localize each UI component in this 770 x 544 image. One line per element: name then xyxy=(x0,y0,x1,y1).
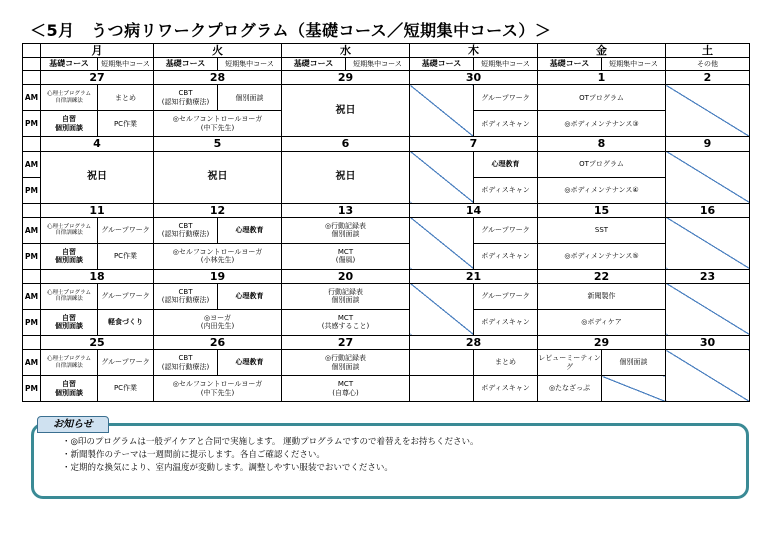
date-cell: 11 xyxy=(41,203,154,217)
holiday-cell: 祝日 xyxy=(282,85,410,137)
holiday-cell: 祝日 xyxy=(282,151,410,203)
weekday-sat: 土 xyxy=(666,44,750,58)
date-cell: 6 xyxy=(282,137,410,151)
session-cell: グループワーク xyxy=(98,217,154,243)
session-cell: まとめ xyxy=(474,350,538,376)
course-other: その他 xyxy=(666,58,750,71)
session-cell: 心理士プログラム 自律訓練法 xyxy=(41,283,98,309)
course-basic: 基礎コース xyxy=(154,58,218,71)
session-cell: 心理教育 xyxy=(218,217,282,243)
date-row xyxy=(23,335,750,349)
notice-box xyxy=(31,423,749,499)
date-cell: 4 xyxy=(41,137,154,151)
am-label: AM xyxy=(23,85,41,111)
session-cell: 個別面談 xyxy=(602,350,666,376)
session-cell: 自習 個別面談 xyxy=(41,111,98,137)
course-header-row xyxy=(23,58,750,71)
date-row xyxy=(23,137,750,151)
empty-slashed-cell xyxy=(666,85,750,137)
pm-row xyxy=(23,309,750,335)
date-cell: 30 xyxy=(410,71,538,85)
course-basic: 基礎コース xyxy=(410,58,474,71)
session-cell: グループワーク xyxy=(474,283,538,309)
am-label: AM xyxy=(23,217,41,243)
course-basic: 基礎コース xyxy=(282,58,346,71)
schedule-table xyxy=(22,43,750,402)
date-cell: 14 xyxy=(410,203,538,217)
session-cell: OTプログラム xyxy=(538,151,666,177)
session-cell: OTプログラム xyxy=(538,85,666,111)
session-cell: ◎ボディケア xyxy=(538,309,666,335)
session-cell: レビューミーティング xyxy=(538,350,602,376)
pm-label: PM xyxy=(23,111,41,137)
date-cell: 5 xyxy=(154,137,282,151)
session-cell: PC作業 xyxy=(98,111,154,137)
session-cell: CBT (認知行動療法) xyxy=(154,217,218,243)
empty-slashed-cell xyxy=(666,350,750,402)
session-cell: ◎ボディメンテナンス③ xyxy=(538,111,666,137)
date-cell: 2 xyxy=(666,71,750,85)
pm-label: PM xyxy=(23,376,41,402)
session-cell: ボディスキャン xyxy=(474,243,538,269)
session-cell xyxy=(410,376,474,402)
course-short: 短期集中コース xyxy=(602,58,666,71)
date-row xyxy=(23,269,750,283)
session-cell: ボディスキャン xyxy=(474,111,538,137)
session-cell: ◎セルフコントロールヨーガ (中下先生) xyxy=(154,376,282,402)
session-cell: CBT (認知行動療法) xyxy=(154,283,218,309)
am-row xyxy=(23,85,750,111)
date-cell: 13 xyxy=(282,203,410,217)
holiday-cell: 祝日 xyxy=(41,151,154,203)
date-cell: 27 xyxy=(282,335,410,349)
session-cell xyxy=(410,350,474,376)
notice-item: ・新聞製作のテーマは一週間前に提示します。各自ご確認ください。 xyxy=(62,450,325,460)
session-cell: PC作業 xyxy=(98,376,154,402)
notice-list xyxy=(62,436,746,475)
session-cell: 行動記録表 個別面談 xyxy=(282,283,410,309)
session-cell: ◎ボディメンテナンス⑤ xyxy=(538,243,666,269)
weekday-wed: 水 xyxy=(282,44,410,58)
weekday-fri: 金 xyxy=(538,44,666,58)
weekday-thu: 木 xyxy=(410,44,538,58)
page-title: ＜5月 うつ病リワークプログラム（基礎コース／短期集中コース）＞ xyxy=(30,21,552,40)
am-label: AM xyxy=(23,283,41,309)
session-cell: ◎ボディメンテナンス④ xyxy=(538,177,666,203)
date-cell: 30 xyxy=(666,335,750,349)
am-row xyxy=(23,217,750,243)
session-cell: まとめ xyxy=(98,85,154,111)
empty-slashed-cell xyxy=(666,151,750,203)
empty-slashed-cell xyxy=(410,217,474,269)
pm-label: PM xyxy=(23,309,41,335)
date-cell: 9 xyxy=(666,137,750,151)
weekday-tue: 火 xyxy=(154,44,282,58)
date-cell: 23 xyxy=(666,269,750,283)
pm-label: PM xyxy=(23,177,41,203)
session-cell: SST xyxy=(538,217,666,243)
date-cell: 7 xyxy=(410,137,538,151)
am-row xyxy=(23,283,750,309)
date-cell: 29 xyxy=(282,71,410,85)
session-cell: 自習 個別面談 xyxy=(41,376,98,402)
session-cell: ボディスキャン xyxy=(474,309,538,335)
empty-slashed-cell xyxy=(410,283,474,335)
session-cell: ◎ヨーガ (内田先生) xyxy=(154,309,282,335)
session-cell: グループワーク xyxy=(98,283,154,309)
empty-slashed-cell xyxy=(410,151,474,203)
weekday-mon: 月 xyxy=(41,44,154,58)
session-cell: 軽食づくり xyxy=(98,309,154,335)
notice-item: ・◎印のプログラムは一般デイケアと合同で実施します。 運動プログラムですので着替えをお持ちください。 xyxy=(62,437,479,447)
weekday-header-row xyxy=(23,44,750,58)
empty-slashed-cell xyxy=(666,217,750,269)
notice-tab: お知らせ xyxy=(37,416,109,433)
am-row xyxy=(23,350,750,376)
holiday-cell: 祝日 xyxy=(154,151,282,203)
session-cell: 個別面談 xyxy=(218,85,282,111)
date-cell: 15 xyxy=(538,203,666,217)
date-cell: 20 xyxy=(282,269,410,283)
date-cell: 1 xyxy=(538,71,666,85)
session-cell: 心理士プログラム 自律訓練法 xyxy=(41,217,98,243)
session-cell: グループワーク xyxy=(474,217,538,243)
empty-slashed-cell xyxy=(602,376,666,402)
session-cell: 心理教育 xyxy=(218,283,282,309)
date-cell: 27 xyxy=(41,71,154,85)
session-cell: MCT (傷風) xyxy=(282,243,410,269)
date-cell: 12 xyxy=(154,203,282,217)
date-cell: 28 xyxy=(154,71,282,85)
session-cell: ◎セルフコントロールヨーガ (中下先生) xyxy=(154,111,282,137)
session-cell: ◎行動記録表 個別面談 xyxy=(282,350,410,376)
date-cell: 22 xyxy=(538,269,666,283)
notice-item: ・定期的な換気により、室内温度が変動します。調整しやすい服装でおいでください。 xyxy=(62,463,393,473)
course-basic: 基礎コース xyxy=(538,58,602,71)
am-label: AM xyxy=(23,350,41,376)
session-cell: ◎行動記録表 個別面談 xyxy=(282,217,410,243)
date-cell: 19 xyxy=(154,269,282,283)
session-cell: 心理士プログラム 自律訓練法 xyxy=(41,85,98,111)
session-cell: PC作業 xyxy=(98,243,154,269)
session-cell: 新聞製作 xyxy=(538,283,666,309)
session-cell: ◎たなざっぷ xyxy=(538,376,602,402)
session-cell: 自習 個別面談 xyxy=(41,309,98,335)
session-cell: 心理教育 xyxy=(474,151,538,177)
session-cell: 自習 個別面談 xyxy=(41,243,98,269)
session-cell: 心理士プログラム 自律訓練法 xyxy=(41,350,98,376)
course-basic: 基礎コース xyxy=(41,58,98,71)
empty-slashed-cell xyxy=(410,85,474,137)
date-row xyxy=(23,71,750,85)
pm-row xyxy=(23,243,750,269)
course-short: 短期集中コース xyxy=(474,58,538,71)
date-cell: 26 xyxy=(154,335,282,349)
date-cell: 18 xyxy=(41,269,154,283)
session-cell: ボディスキャン xyxy=(474,376,538,402)
date-cell: 29 xyxy=(538,335,666,349)
session-cell: グループワーク xyxy=(474,85,538,111)
session-cell: MCT (自尊心) xyxy=(282,376,410,402)
date-cell: 21 xyxy=(410,269,538,283)
session-cell: MCT (共感すること) xyxy=(282,309,410,335)
course-short: 短期集中コース xyxy=(98,58,154,71)
session-cell: ボディスキャン xyxy=(474,177,538,203)
session-cell: グループワーク xyxy=(98,350,154,376)
am-row xyxy=(23,151,750,177)
course-short: 短期集中コース xyxy=(346,58,410,71)
date-cell: 8 xyxy=(538,137,666,151)
am-label: AM xyxy=(23,151,41,177)
date-cell: 25 xyxy=(41,335,154,349)
course-short: 短期集中コース xyxy=(218,58,282,71)
date-cell: 16 xyxy=(666,203,750,217)
date-row xyxy=(23,203,750,217)
empty-slashed-cell xyxy=(666,283,750,335)
session-cell: CBT (認知行動療法) xyxy=(154,350,218,376)
pm-row xyxy=(23,376,750,402)
date-cell: 28 xyxy=(410,335,538,349)
session-cell: ◎セルフコントロールヨーガ (小林先生) xyxy=(154,243,282,269)
pm-label: PM xyxy=(23,243,41,269)
session-cell: 心理教育 xyxy=(218,350,282,376)
session-cell: CBT (認知行動療法) xyxy=(154,85,218,111)
